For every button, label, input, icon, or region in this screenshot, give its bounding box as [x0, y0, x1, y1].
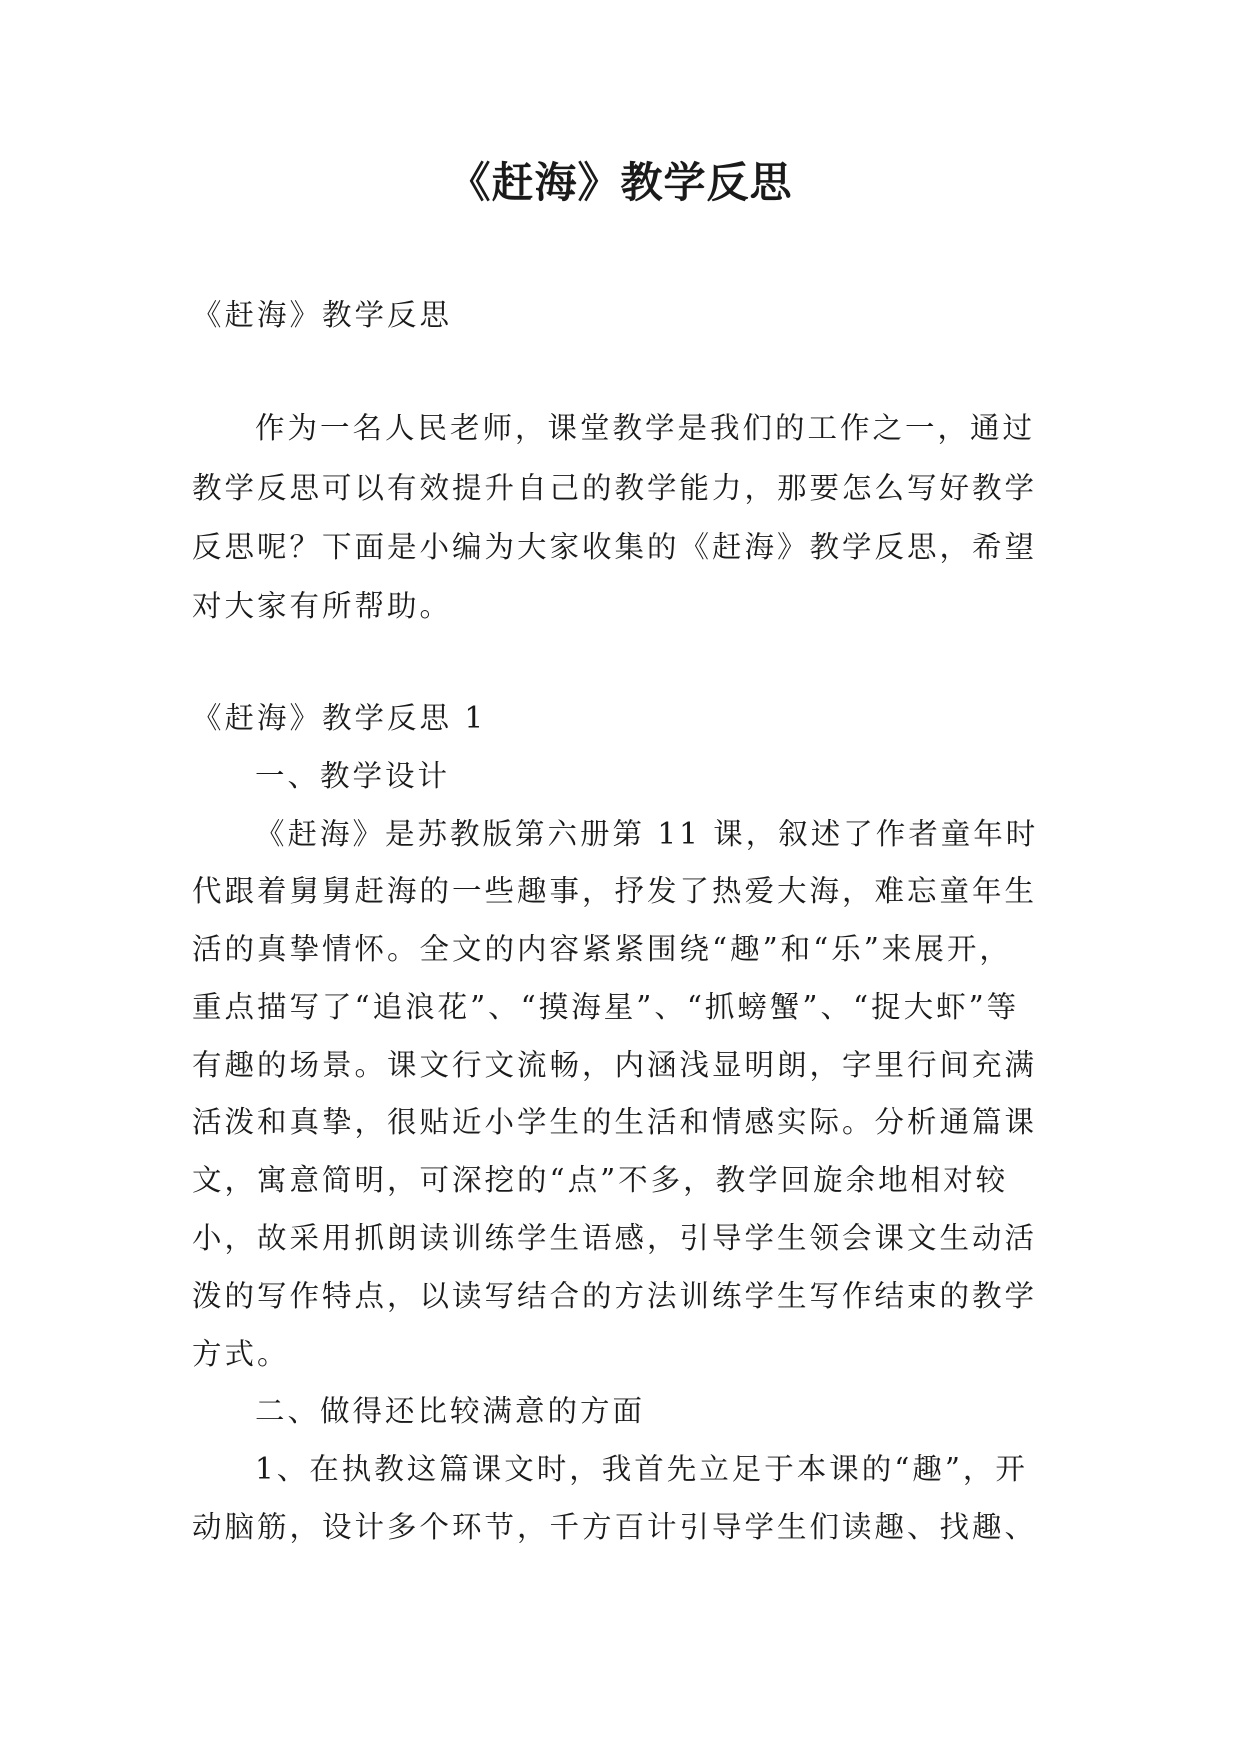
paragraph-line: 活的真挚情怀。全文的内容紧紧围绕“趣”和“乐”来展开， [192, 932, 1012, 966]
section-heading: 《赶海》教学反思 1 [192, 701, 487, 735]
paragraph-line: 活泼和真挚，很贴近小学生的生活和情感实际。分析通篇课 [192, 1105, 1038, 1139]
paragraph-line: 小，故采用抓朗读训练学生语感，引导学生领会课文生动活 [192, 1221, 1038, 1255]
subsection-heading: 二、做得还比较满意的方面 [255, 1394, 646, 1428]
paragraph-line: 重点描写了“追浪花”、“摸海星”、“抓螃蟹”、“捉大虾”等 [192, 990, 1020, 1024]
paragraph-line: 反思呢？下面是小编为大家收集的《赶海》教学反思，希望 [192, 530, 1038, 564]
paragraph-line: 作为一名人民老师，课堂教学是我们的工作之一，通过 [255, 411, 1036, 445]
paragraph-line: 有趣的场景。课文行文流畅，内涵浅显明朗，字里行间充满 [192, 1048, 1038, 1082]
document-title: 《赶海》教学反思 [448, 158, 793, 207]
paragraph-line: 教学反思可以有效提升自己的教学能力，那要怎么写好教学 [192, 471, 1038, 505]
paragraph-line: 泼的写作特点，以读写结合的方法训练学生写作结束的教学 [192, 1279, 1038, 1313]
paragraph-line: 1、在执教这篇课文时，我首先立足于本课的“趣”，开 [255, 1452, 1028, 1486]
paragraph-line: 《赶海》是苏教版第六册第 11 课，叙述了作者童年时 [255, 817, 1039, 851]
paragraph-line: 方式。 [192, 1337, 290, 1371]
paragraph-line: 对大家有所帮助。 [192, 589, 453, 623]
subtitle-line: 《赶海》教学反思 [192, 298, 453, 332]
paragraph-line: 动脑筋，设计多个环节，千方百计引导学生们读趣、找趣、 [192, 1510, 1038, 1544]
paragraph-line: 代跟着舅舅赶海的一些趣事，抒发了热爱大海，难忘童年生 [192, 874, 1038, 908]
paragraph-line: 文，寓意简明，可深挖的“点”不多，教学回旋余地相对较 [192, 1163, 1009, 1197]
subsection-heading: 一、教学设计 [255, 759, 451, 793]
